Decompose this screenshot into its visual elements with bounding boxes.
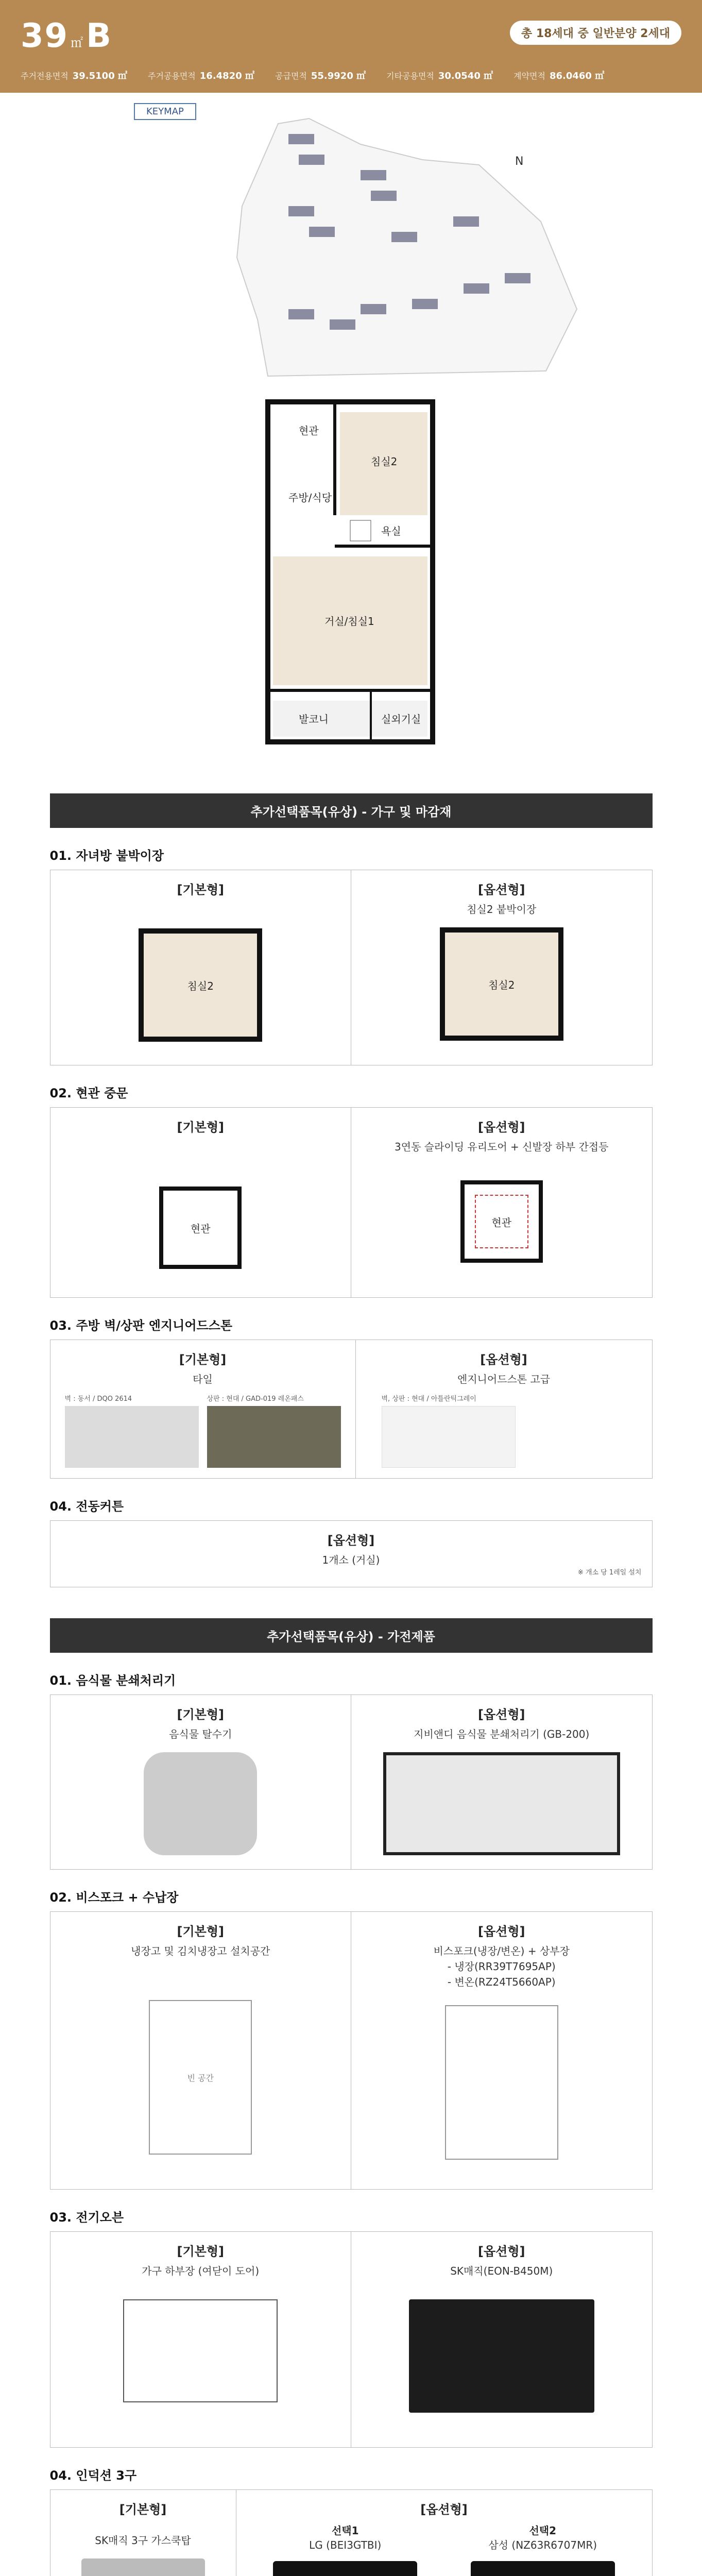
empty-space: 빈 공간 xyxy=(149,2000,252,2155)
option-box xyxy=(50,1911,653,2190)
room-plan: 침실2 xyxy=(139,928,262,1042)
gas-cooktop-image xyxy=(81,2558,205,2576)
note: ※ 개소 당 1레일 설치 xyxy=(577,1569,642,1577)
oven-image xyxy=(409,2299,594,2413)
entrance-plan: 현관 xyxy=(159,1187,242,1269)
room-label: 침실2 xyxy=(371,455,398,468)
stone-swatch xyxy=(382,1406,516,1468)
option-box xyxy=(50,1694,653,1870)
basic-column: [기본형] 음식물 탈수기 xyxy=(50,1695,351,1869)
induction-image xyxy=(471,2561,615,2576)
item-title: 01. 음식물 분쇄처리기 xyxy=(49,1673,176,1688)
option-column: [옵션형] 엔지니어드스톤 고급 벽, 상판 : 현대 / 아틀란틱그레이 xyxy=(355,1340,652,1478)
area-item: 주거전용면적 39.5100 ㎡ xyxy=(21,71,128,81)
option-column: [옵션형] 3연동 슬라이딩 유리도어 + 신발장 하부 간접등 현관 xyxy=(351,1108,652,1297)
induction-image xyxy=(273,2561,417,2576)
disposer-image xyxy=(383,1752,620,1855)
cabinet-image xyxy=(123,2299,278,2402)
option-column: [옵션형] 지비앤디 음식물 분쇄처리기 (GB-200) xyxy=(351,1695,652,1869)
option-box xyxy=(50,1520,653,1587)
item-title: 04. 전동커튼 xyxy=(49,1499,124,1514)
basic-column: [기본형] 가구 하부장 (여닫이 도어) xyxy=(50,2232,351,2447)
room-label: 주방/식당 xyxy=(288,492,332,504)
room-label: 발코니 xyxy=(299,713,329,725)
type-header xyxy=(0,0,702,93)
area-list xyxy=(21,69,681,82)
keymap xyxy=(0,103,702,392)
option-box xyxy=(50,1107,653,1298)
item-title: 03. 전기오븐 xyxy=(49,2210,124,2225)
room-label: 실외기실 xyxy=(381,713,421,725)
item-title: 03. 주방 벽/상판 엔지니어드스톤 xyxy=(49,1318,233,1333)
option-box xyxy=(50,2489,653,2576)
section-furniture-title: 추가선택품목(유상) - 가구 및 마감재 xyxy=(50,793,653,828)
area-item: 계약면적 86.0460 ㎡ xyxy=(513,71,605,81)
basic-column: [기본형] 타일 벽 : 동서 / DQO 2614 상판 : 현대 / GAD-019 레온패스 xyxy=(50,1340,355,1478)
room-label: 거실/침실1 xyxy=(324,615,374,628)
option-column: [옵션형] 선택1 LG (BEI3GTBI) 선택2 삼성 (NZ63R6707MR) xyxy=(236,2490,652,2576)
household-badge: 총 18세대 중 일반분양 2세대 xyxy=(510,21,681,45)
room-label: 현관 xyxy=(299,425,319,437)
basic-column: [기본형] 현관 xyxy=(50,1108,351,1297)
option-column: [옵션형] 1개소 (거실) ※ 개소 당 1레일 설치 xyxy=(322,1533,642,1577)
area-item: 주거공용면적 16.4820 ㎡ xyxy=(148,71,255,81)
room-plan: 침실2 xyxy=(440,927,563,1041)
tile-swatch xyxy=(65,1406,199,1468)
keymap-label: KEYMAP xyxy=(134,103,196,120)
floor-plan-drawing xyxy=(0,392,702,762)
entrance-plan: 현관 xyxy=(460,1180,543,1263)
dehydrator-image xyxy=(144,1752,257,1855)
area-item: 기타공용면적 30.0540 ㎡ xyxy=(386,71,493,81)
room-label: 욕실 xyxy=(381,525,401,537)
item-title: 04. 인덕션 3구 xyxy=(49,2468,137,2483)
basic-column: [기본형] 냉장고 및 김치냉장고 설치공간 빈 공간 xyxy=(50,1912,351,2189)
option-column: [옵션형] 비스포크(냉장/변온) + 상부장 - 냉장(RR39T7695AP) - 변온(RZ24T5660AP) xyxy=(351,1912,652,2189)
basic-column: [기본형] SK매직 3구 가스쿡탑 xyxy=(50,2490,236,2576)
option-column: [옵션형] SK매직(EON-B450M) xyxy=(351,2232,652,2447)
keymap-site-plan xyxy=(0,103,702,392)
item-title: 02. 비스포크 + 수납장 xyxy=(49,1890,179,1905)
type-number: 39 xyxy=(21,17,69,55)
area-item: 공급면적 55.9920 ㎡ xyxy=(275,71,366,81)
item-title: 01. 자녀방 붙박이장 xyxy=(49,849,164,863)
type-unit: ㎡ xyxy=(71,36,84,50)
option-box xyxy=(50,2231,653,2448)
svg-text:N: N xyxy=(515,155,524,168)
option-column: [옵션형] 침실2 붙박이장 침실2 xyxy=(351,870,652,1065)
stone-swatch xyxy=(207,1406,341,1468)
item-title: 02. 현관 중문 xyxy=(49,1086,128,1100)
basic-column: [기본형] 침실2 xyxy=(50,870,351,1065)
floor-plan xyxy=(0,392,702,762)
option-box xyxy=(50,870,653,1065)
type-letter: B xyxy=(86,17,112,55)
section-appliance-title: 추가선택품목(유상) - 가전제품 xyxy=(50,1618,653,1653)
option-box xyxy=(50,1340,653,1479)
fridge-image xyxy=(445,2005,558,2160)
